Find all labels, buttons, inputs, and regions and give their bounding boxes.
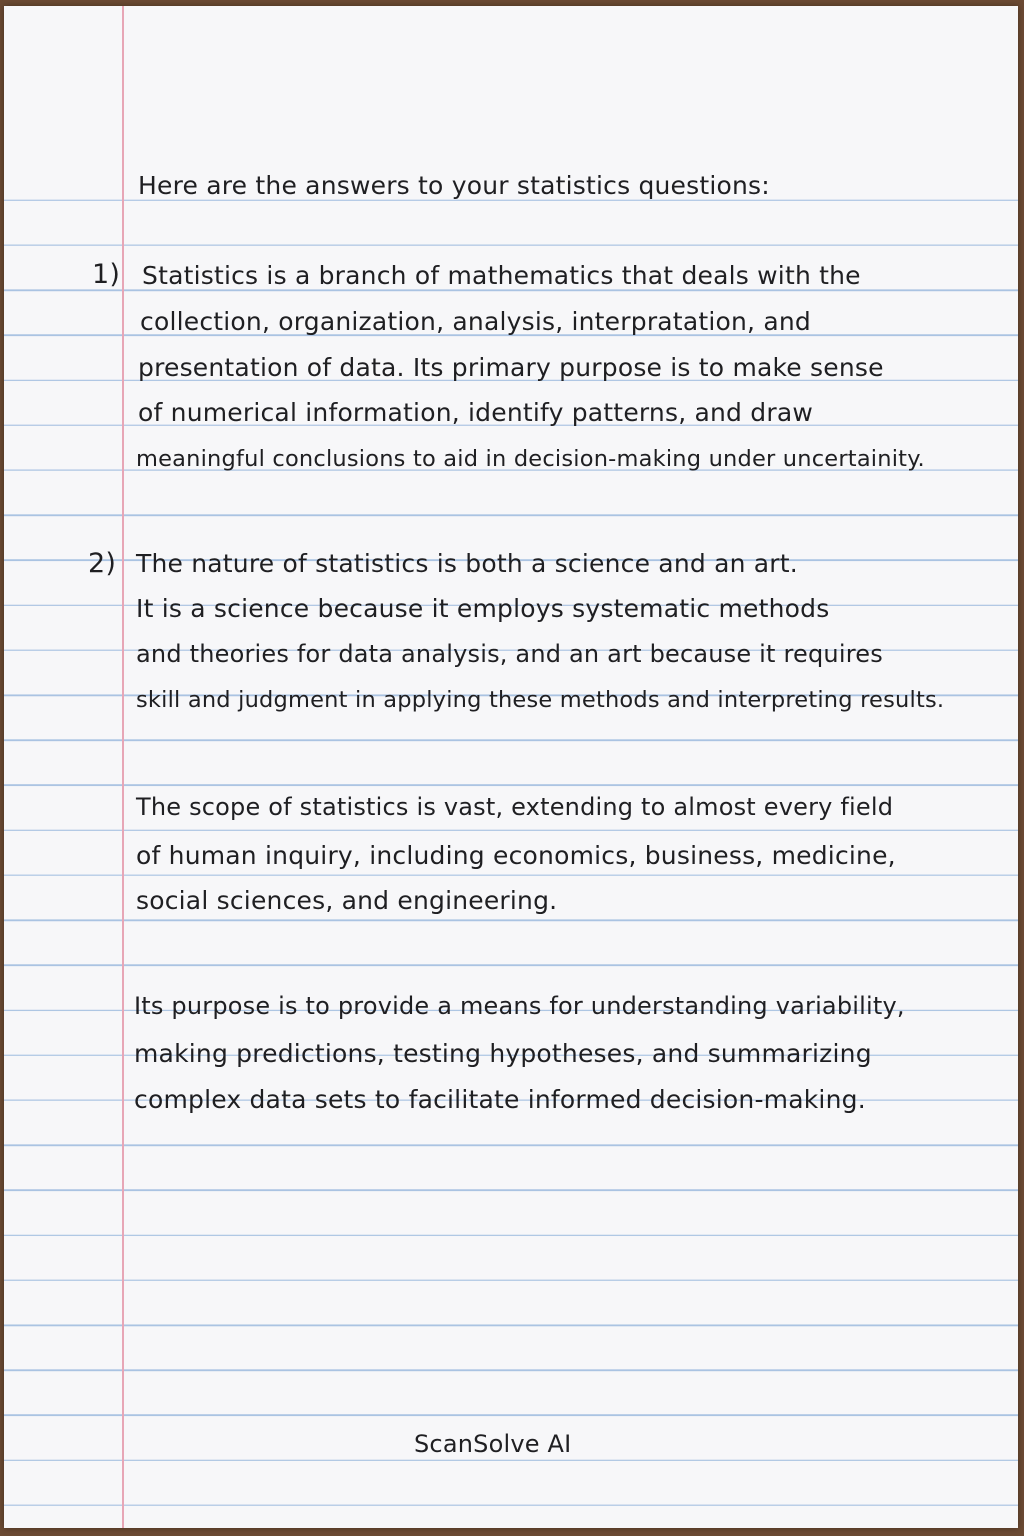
scope-line-2: of human inquiry, including economics, business, medicine,: [136, 841, 896, 870]
brand-footer: ScanSolve AI: [414, 1430, 572, 1458]
answer-1-line-4: of numerical information, identify patterns, and draw: [138, 398, 813, 427]
intro-text: Here are the answers to your statistics questions:: [138, 171, 770, 200]
answer-1-line-3: presentation of data. Its primary purpose is to make sense: [138, 353, 884, 382]
purpose-line-3: complex data sets to facilitate informed decision-making.: [134, 1085, 866, 1114]
notebook-page: [4, 6, 1018, 1528]
answer-1-number: 1): [92, 259, 121, 290]
answer-2-line-1: The nature of statistics is both a science and an art.: [136, 549, 798, 578]
answer-1-line-1: Statistics is a branch of mathematics that deals with the: [142, 261, 861, 290]
scope-line-3: social sciences, and engineering.: [136, 886, 558, 915]
margin-line: [122, 6, 124, 1528]
answer-1-line-2: collection, organization, analysis, interpratation, and: [140, 307, 811, 336]
purpose-line-2: making predictions, testing hypotheses, and summarizing: [134, 1039, 872, 1068]
answer-2-line-2: It is a science because it employs systematic methods: [136, 594, 830, 623]
answer-2-line-3: and theories for data analysis, and an art because it requires: [136, 640, 883, 668]
answer-2-number: 2): [88, 548, 117, 579]
answer-1-line-5: meaningful conclusions to aid in decision-making under uncertainity.: [136, 446, 925, 472]
purpose-line-1: Its purpose is to provide a means for understanding variability,: [134, 992, 905, 1020]
scope-line-1: The scope of statistics is vast, extending to almost every field: [136, 793, 894, 821]
answer-2-line-4: skill and judgment in applying these methods and interpreting results.: [136, 687, 945, 713]
